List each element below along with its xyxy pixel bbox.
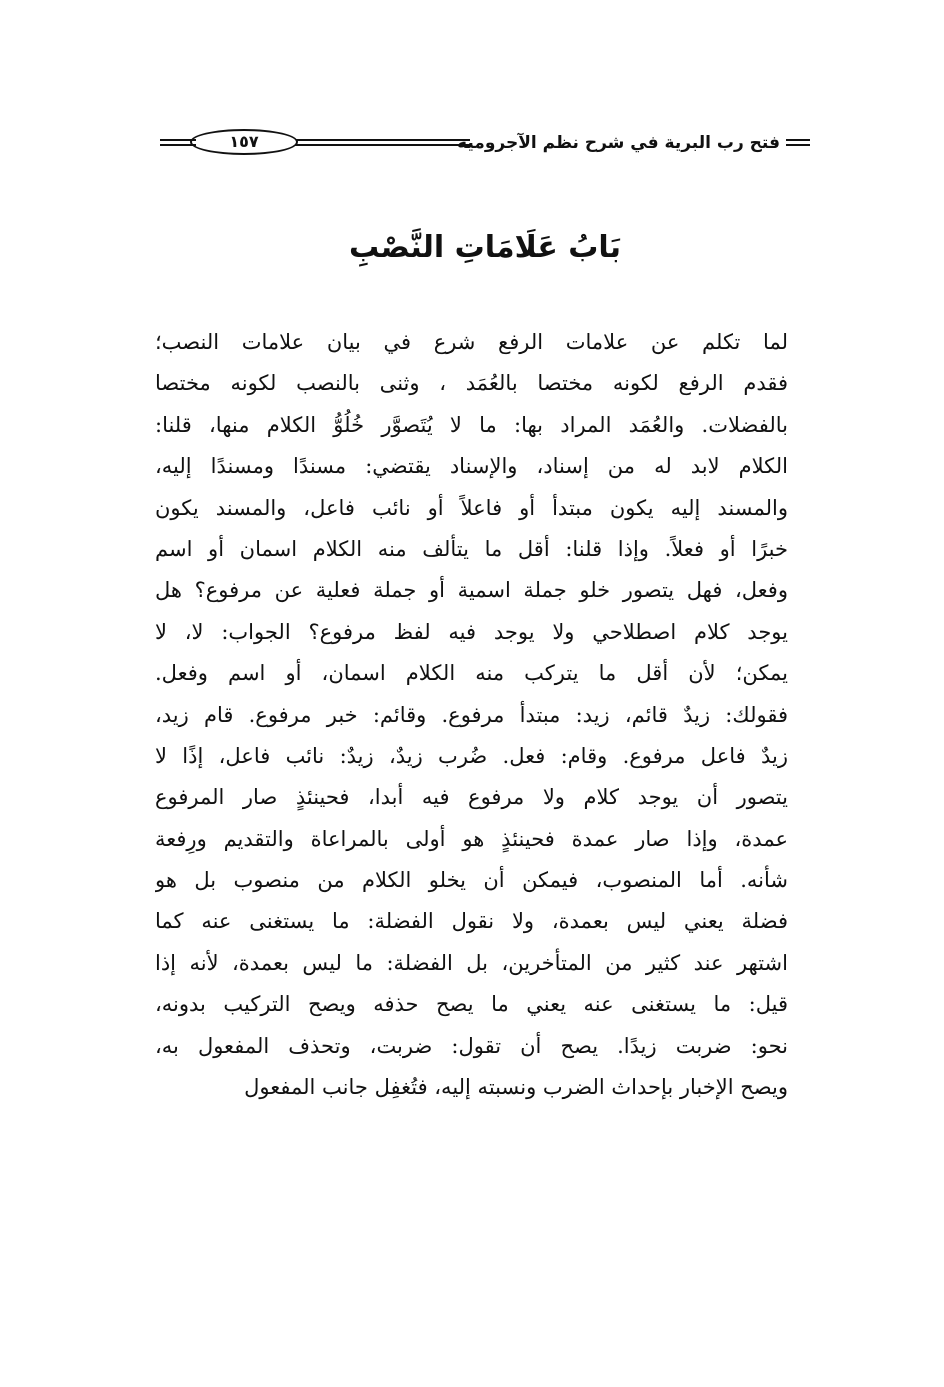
text-line: يتصور أن يوجد كلام ولا مرفوع فيه أبدا، فحينئذٍ صار المرفوع [155, 785, 788, 810]
text-line: فقدم الرفع لكونه مختصا بالعُمَد ، وثنى بالنصب لكونه مختصا [155, 371, 788, 396]
text-line: فقولك: زيدٌ قائم، زيد: مبتدأ مرفوع. وقائم: خبر مرفوع. قام زيد، [155, 702, 788, 727]
text-line: اشتهر عند كثير من المتأخرين، بل الفضلة: ما ليس بعمدة، لأنه إذا [155, 950, 788, 975]
running-header [160, 128, 810, 160]
header-ornament-dash [786, 139, 810, 146]
text-line: نحو: ضربت زيدًا. يصح أن تقول: ضربت، وتحذف المفعول به، [155, 1033, 788, 1058]
text-line: يوجد كلام اصطلاحي ولا يوجد فيه لفظ مرفوع؟ الجواب: لا، لا [155, 619, 788, 644]
text-line: الكلام لابد له من إسناد، والإسناد يقتضي: مسندًا ومسندًا إليه، [155, 454, 788, 479]
text-line: وفعل، فهل يتصور خلو جملة اسمية أو جملة فعلية عن مرفوع؟ هل [155, 578, 788, 603]
text-line: قيل: ما يستغنى عنه يعني ما يصح حذفه ويصح التركيب بدونه، [155, 992, 788, 1017]
book-title: فتح رب البرية في شرح نظم الآجرومية [457, 133, 780, 153]
page-number: ١٥٧ [190, 129, 298, 155]
text-line: يمكن؛ لأن أقل ما يتركب منه الكلام اسمان، أو اسم وفعل. [155, 661, 788, 686]
text-line: زيدٌ فاعل مرفوع. وقام: فعل. ضُرب زيدٌ، زيدٌ: نائب فاعل، إذًا لا [155, 743, 788, 768]
chapter-title: بَابُ عَلَامَاتِ النَّصْبِ [349, 230, 621, 265]
header-ornament-dash [160, 139, 196, 146]
text-line: ويصح الإخبار بإحداث الضرب ونسبته إليه، فتُغفِل جانب المفعول [244, 1075, 788, 1100]
body-paragraph [155, 322, 788, 1108]
text-line: فضلة يعني ليس بعمدة، ولا نقول الفضلة: ما يستغنى عنه كما [155, 909, 788, 934]
text-line: بالفضلات. والعُمَد المراد بها: ما لا يُتَصوَّر خُلُوُّ الكلام منها، قلنا: [155, 412, 788, 437]
text-line: لما تكلم عن علامات الرفع شرع في بيان علامات النصب؛ [155, 330, 788, 354]
text-line: والمسند إليه يكون مبتدأ أو فاعلاً أو نائب فاعل، والمسند يكون [155, 495, 788, 520]
text-line: خبرًا أو فعلاً. وإذا قلنا: أقل ما يتألف منه الكلام اسمان أو اسم [155, 536, 788, 561]
text-line: شأنه. أما المنصوب، فيمكن أن يخلو الكلام من منصوب بل هو [155, 868, 788, 893]
header-rule [288, 139, 470, 146]
text-line: عمدة، وإذا صار عمدة فحينئذٍ هو أولى بالمراعاة والتقديم ورِفعة [155, 826, 788, 851]
